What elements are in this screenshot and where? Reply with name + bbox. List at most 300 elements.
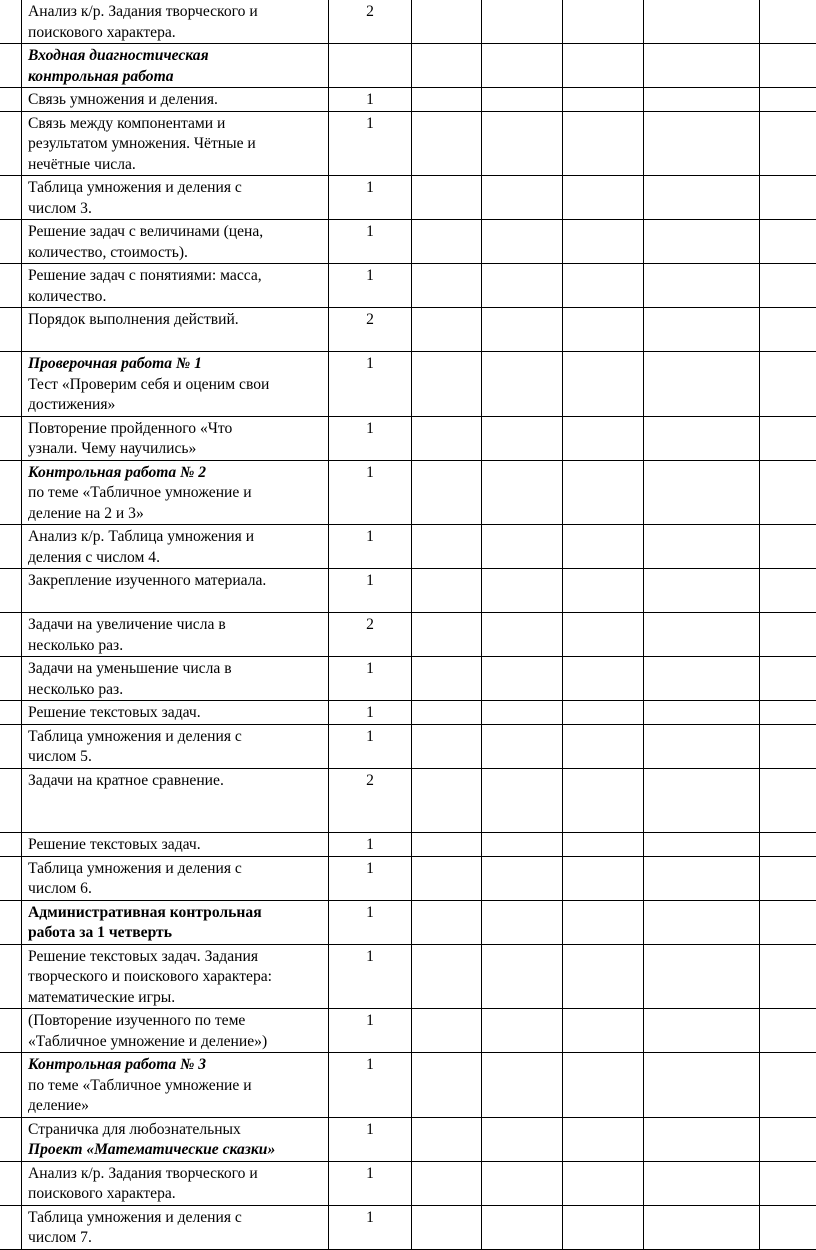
table-row: [0, 1205, 816, 1249]
table-row: [0, 88, 816, 112]
hours-cell: 1: [329, 1053, 412, 1118]
row-number-cell: [0, 724, 22, 768]
empty-cell: [482, 1161, 563, 1205]
lesson-topic-cell: [22, 525, 329, 569]
table-row: [0, 264, 816, 308]
empty-cell: [482, 768, 563, 833]
lesson-topic-line: результатом умножения. Чётные и: [28, 134, 328, 155]
table-row: [0, 701, 816, 725]
hours-cell: 1: [329, 657, 412, 701]
hours-cell: 1: [329, 569, 412, 613]
empty-cell: [644, 944, 760, 1009]
empty-cell: [644, 308, 760, 352]
empty-cell: [760, 460, 816, 525]
empty-cell: [482, 88, 563, 112]
hours-cell: 1: [329, 724, 412, 768]
lesson-topic-line: числом 6.: [28, 879, 328, 900]
row-number-cell: [0, 176, 22, 220]
empty-cell: [412, 220, 482, 264]
lesson-topic-line: Связь между компонентами и: [28, 114, 328, 135]
lesson-topic-line: [28, 791, 328, 812]
empty-cell: [563, 1009, 644, 1053]
row-number-cell: [0, 416, 22, 460]
empty-cell: [482, 1053, 563, 1118]
row-number-cell: [0, 1053, 22, 1118]
empty-cell: [482, 176, 563, 220]
lesson-topic-line: Закрепление изученного материала.: [28, 571, 328, 592]
empty-cell: [644, 1161, 760, 1205]
empty-cell: [644, 44, 760, 88]
lesson-topic-line: количество, стоимость).: [28, 243, 328, 264]
table-row: [0, 944, 816, 1009]
empty-cell: [760, 308, 816, 352]
empty-cell: [412, 657, 482, 701]
empty-cell: [760, 569, 816, 613]
empty-cell: [760, 264, 816, 308]
lesson-topic-cell: [22, 176, 329, 220]
empty-cell: [760, 44, 816, 88]
empty-cell: [644, 856, 760, 900]
empty-cell: [563, 856, 644, 900]
empty-cell: [644, 264, 760, 308]
lesson-topic-line: узнали. Чему научились»: [28, 439, 328, 460]
lesson-topic-line: (Повторение изученного по теме: [28, 1011, 328, 1032]
hours-cell: 1: [329, 220, 412, 264]
empty-cell: [482, 308, 563, 352]
lesson-topic-line: Тест «Проверим себя и оценим свои: [28, 375, 328, 396]
empty-cell: [760, 944, 816, 1009]
row-number-cell: [0, 0, 22, 44]
lesson-topic-line: деление»: [28, 1096, 328, 1117]
empty-cell: [760, 900, 816, 944]
row-number-cell: [0, 569, 22, 613]
row-number-cell: [0, 264, 22, 308]
empty-cell: [412, 569, 482, 613]
empty-cell: [412, 701, 482, 725]
hours-cell: 1: [329, 1161, 412, 1205]
hours-cell: 1: [329, 264, 412, 308]
empty-cell: [760, 724, 816, 768]
empty-cell: [644, 900, 760, 944]
empty-cell: [482, 657, 563, 701]
empty-cell: [412, 88, 482, 112]
hours-cell: 1: [329, 111, 412, 176]
lesson-topic-cell: [22, 569, 329, 613]
empty-cell: [644, 525, 760, 569]
empty-cell: [563, 1161, 644, 1205]
empty-cell: [644, 768, 760, 833]
empty-cell: [482, 44, 563, 88]
row-number-cell: [0, 44, 22, 88]
lesson-topic-cell: [22, 724, 329, 768]
empty-cell: [563, 900, 644, 944]
table-row: [0, 724, 816, 768]
table-row: [0, 1053, 816, 1118]
lesson-topic-line: [28, 812, 328, 833]
empty-cell: [482, 0, 563, 44]
lesson-topic-line: Решение текстовых задач.: [28, 703, 328, 724]
lesson-topic-cell: [22, 944, 329, 1009]
empty-cell: [760, 768, 816, 833]
lesson-topic-cell: [22, 1117, 329, 1161]
hours-cell: 1: [329, 701, 412, 725]
empty-cell: [412, 856, 482, 900]
lesson-topic-line: Административная контрольная: [28, 903, 328, 924]
lesson-topic-cell: [22, 856, 329, 900]
empty-cell: [760, 1053, 816, 1118]
lesson-topic-line: Задачи на уменьшение числа в: [28, 659, 328, 680]
empty-cell: [412, 0, 482, 44]
empty-cell: [482, 613, 563, 657]
row-number-cell: [0, 657, 22, 701]
lesson-topic-cell: [22, 44, 329, 88]
empty-cell: [644, 701, 760, 725]
row-number-cell: [0, 613, 22, 657]
table-row: [0, 176, 816, 220]
empty-cell: [644, 569, 760, 613]
empty-cell: [760, 657, 816, 701]
lesson-topic-line: Анализ к/р. Задания творческого и: [28, 1164, 328, 1185]
table-row: [0, 111, 816, 176]
hours-cell: 1: [329, 416, 412, 460]
empty-cell: [644, 1009, 760, 1053]
lesson-topic-line: творческого и поискового характера:: [28, 967, 328, 988]
empty-cell: [412, 1161, 482, 1205]
hours-cell: 1: [329, 460, 412, 525]
empty-cell: [563, 657, 644, 701]
lesson-topic-line: Решение задач с величинами (цена,: [28, 222, 328, 243]
empty-cell: [644, 111, 760, 176]
empty-cell: [563, 944, 644, 1009]
lesson-topic-line: Порядок выполнения действий.: [28, 310, 328, 331]
lesson-topic-line: Таблица умножения и деления с: [28, 178, 328, 199]
empty-cell: [644, 833, 760, 857]
empty-cell: [482, 900, 563, 944]
lesson-topic-line: Задачи на увеличение числа в: [28, 615, 328, 636]
empty-cell: [563, 613, 644, 657]
lesson-topic-line: несколько раз.: [28, 680, 328, 701]
table-row: [0, 525, 816, 569]
table-row: [0, 856, 816, 900]
row-number-cell: [0, 944, 22, 1009]
table-row: [0, 900, 816, 944]
lesson-topic-line: Решение задач с понятиями: масса,: [28, 266, 328, 287]
row-number-cell: [0, 900, 22, 944]
empty-cell: [482, 1009, 563, 1053]
empty-cell: [482, 856, 563, 900]
empty-cell: [644, 724, 760, 768]
empty-cell: [412, 44, 482, 88]
empty-cell: [563, 833, 644, 857]
row-number-cell: [0, 460, 22, 525]
lesson-topic-line: Входная диагностическая: [28, 46, 328, 67]
lesson-topic-line: Решение текстовых задач.: [28, 835, 328, 856]
lesson-topic-line: Контрольная работа № 2: [28, 463, 328, 484]
empty-cell: [644, 176, 760, 220]
lesson-topic-line: поискового характера.: [28, 23, 328, 44]
empty-cell: [412, 944, 482, 1009]
table-row: [0, 220, 816, 264]
empty-cell: [482, 724, 563, 768]
hours-cell: 1: [329, 1009, 412, 1053]
empty-cell: [563, 768, 644, 833]
empty-cell: [760, 525, 816, 569]
lesson-topic-line: Страничка для любознательных: [28, 1120, 328, 1141]
empty-cell: [760, 1117, 816, 1161]
empty-cell: [412, 352, 482, 417]
lesson-topic-cell: [22, 900, 329, 944]
table-row: [0, 1161, 816, 1205]
lesson-topic-line: числом 3.: [28, 199, 328, 220]
hours-cell: 1: [329, 176, 412, 220]
row-number-cell: [0, 768, 22, 833]
hours-cell: 2: [329, 613, 412, 657]
empty-cell: [482, 701, 563, 725]
empty-cell: [563, 1117, 644, 1161]
hours-cell: 1: [329, 856, 412, 900]
row-number-cell: [0, 833, 22, 857]
lesson-topic-line: контрольная работа: [28, 67, 328, 88]
lesson-topic-cell: [22, 352, 329, 417]
table-row: [0, 1009, 816, 1053]
lesson-topic-cell: [22, 220, 329, 264]
table-row: [0, 1117, 816, 1161]
empty-cell: [412, 833, 482, 857]
table-row: [0, 833, 816, 857]
table-row: [0, 44, 816, 88]
table-row: [0, 460, 816, 525]
empty-cell: [482, 352, 563, 417]
lesson-topic-line: поискового характера.: [28, 1184, 328, 1205]
empty-cell: [412, 613, 482, 657]
empty-cell: [760, 220, 816, 264]
empty-cell: [563, 0, 644, 44]
empty-cell: [412, 176, 482, 220]
empty-cell: [644, 416, 760, 460]
lesson-topic-line: математические игры.: [28, 988, 328, 1009]
empty-cell: [412, 1009, 482, 1053]
empty-cell: [412, 1205, 482, 1249]
table-row: [0, 657, 816, 701]
empty-cell: [563, 264, 644, 308]
hours-cell: 1: [329, 525, 412, 569]
lesson-topic-cell: [22, 657, 329, 701]
empty-cell: [412, 416, 482, 460]
table-row: [0, 0, 816, 44]
lesson-topic-cell: [22, 308, 329, 352]
lesson-topic-line: Таблица умножения и деления с: [28, 1208, 328, 1229]
lesson-topic-line: Повторение пройденного «Что: [28, 419, 328, 440]
lesson-topic-cell: [22, 1053, 329, 1118]
empty-cell: [482, 569, 563, 613]
row-number-cell: [0, 111, 22, 176]
lesson-topic-line: Проект «Математические сказки»: [28, 1140, 328, 1161]
empty-cell: [412, 1053, 482, 1118]
empty-cell: [412, 111, 482, 176]
empty-cell: [760, 416, 816, 460]
lesson-topic-line: работа за 1 четверть: [28, 923, 328, 944]
row-number-cell: [0, 701, 22, 725]
lesson-topic-cell: [22, 460, 329, 525]
lesson-topic-line: Связь умножения и деления.: [28, 90, 328, 111]
lesson-topic-line: Контрольная работа № 3: [28, 1055, 328, 1076]
row-number-cell: [0, 1009, 22, 1053]
empty-cell: [563, 1053, 644, 1118]
empty-cell: [563, 176, 644, 220]
empty-cell: [563, 88, 644, 112]
row-number-cell: [0, 352, 22, 417]
empty-cell: [644, 0, 760, 44]
empty-cell: [563, 308, 644, 352]
empty-cell: [760, 613, 816, 657]
lesson-topic-cell: [22, 88, 329, 112]
row-number-cell: [0, 525, 22, 569]
lesson-topic-line: количество.: [28, 287, 328, 308]
table-row: [0, 416, 816, 460]
hours-cell: 1: [329, 352, 412, 417]
empty-cell: [644, 657, 760, 701]
empty-cell: [563, 416, 644, 460]
hours-cell: 1: [329, 88, 412, 112]
hours-cell: 2: [329, 0, 412, 44]
lesson-topic-cell: [22, 0, 329, 44]
lesson-topic-line: деления с числом 4.: [28, 548, 328, 569]
lesson-topic-line: числом 5.: [28, 747, 328, 768]
empty-cell: [412, 900, 482, 944]
hours-cell: 1: [329, 900, 412, 944]
empty-cell: [760, 1161, 816, 1205]
empty-cell: [563, 44, 644, 88]
lesson-topic-line: деление на 2 и 3»: [28, 504, 328, 525]
empty-cell: [412, 1117, 482, 1161]
empty-cell: [563, 352, 644, 417]
empty-cell: [563, 1205, 644, 1249]
row-number-cell: [0, 88, 22, 112]
empty-cell: [482, 833, 563, 857]
empty-cell: [760, 856, 816, 900]
table-row: [0, 613, 816, 657]
lesson-topic-cell: [22, 1161, 329, 1205]
empty-cell: [644, 352, 760, 417]
lesson-topic-line: Таблица умножения и деления с: [28, 727, 328, 748]
empty-cell: [644, 88, 760, 112]
empty-cell: [760, 0, 816, 44]
empty-cell: [644, 1053, 760, 1118]
empty-cell: [760, 111, 816, 176]
lesson-topic-line: «Табличное умножение и деление»): [28, 1032, 328, 1053]
empty-cell: [760, 833, 816, 857]
empty-cell: [412, 460, 482, 525]
empty-cell: [563, 701, 644, 725]
empty-cell: [482, 525, 563, 569]
lesson-topic-cell: [22, 768, 329, 833]
lesson-topic-line: числом 7.: [28, 1228, 328, 1249]
lesson-topic-line: Решение текстовых задач. Задания: [28, 947, 328, 968]
lesson-topic-line: Таблица умножения и деления с: [28, 859, 328, 880]
lesson-topic-line: Проверочная работа № 1: [28, 354, 328, 375]
hours-cell: 1: [329, 944, 412, 1009]
empty-cell: [482, 944, 563, 1009]
lesson-topic-line: Задачи на кратное сравнение.: [28, 771, 328, 792]
empty-cell: [482, 220, 563, 264]
empty-cell: [563, 724, 644, 768]
empty-cell: [412, 308, 482, 352]
hours-cell: 2: [329, 308, 412, 352]
lesson-topic-line: достижения»: [28, 395, 328, 416]
lesson-topic-cell: [22, 833, 329, 857]
lesson-topic-cell: [22, 416, 329, 460]
empty-cell: [563, 111, 644, 176]
empty-cell: [412, 264, 482, 308]
row-number-cell: [0, 856, 22, 900]
hours-cell: 1: [329, 1205, 412, 1249]
empty-cell: [644, 220, 760, 264]
row-number-cell: [0, 1205, 22, 1249]
lesson-topic-cell: [22, 701, 329, 725]
empty-cell: [482, 264, 563, 308]
empty-cell: [482, 111, 563, 176]
lesson-topic-cell: [22, 613, 329, 657]
empty-cell: [760, 176, 816, 220]
empty-cell: [412, 525, 482, 569]
empty-cell: [482, 1117, 563, 1161]
hours-cell: 1: [329, 833, 412, 857]
empty-cell: [760, 1009, 816, 1053]
row-number-cell: [0, 1117, 22, 1161]
empty-cell: [760, 1205, 816, 1249]
empty-cell: [412, 724, 482, 768]
lesson-topic-line: Анализ к/р. Таблица умножения и: [28, 527, 328, 548]
empty-cell: [563, 460, 644, 525]
lesson-topic-cell: [22, 111, 329, 176]
row-number-cell: [0, 220, 22, 264]
hours-cell: [329, 44, 412, 88]
empty-cell: [563, 220, 644, 264]
hours-cell: 2: [329, 768, 412, 833]
empty-cell: [482, 1205, 563, 1249]
table-row: [0, 569, 816, 613]
empty-cell: [760, 88, 816, 112]
empty-cell: [563, 525, 644, 569]
empty-cell: [644, 1117, 760, 1161]
empty-cell: [644, 1205, 760, 1249]
empty-cell: [760, 701, 816, 725]
empty-cell: [482, 416, 563, 460]
empty-cell: [412, 768, 482, 833]
row-number-cell: [0, 308, 22, 352]
lesson-topic-cell: [22, 1205, 329, 1249]
lesson-topic-line: по теме «Табличное умножение и: [28, 1076, 328, 1097]
empty-cell: [482, 460, 563, 525]
table-row: [0, 768, 816, 833]
lesson-topic-line: [28, 592, 328, 613]
lesson-topic-line: нечётные числа.: [28, 155, 328, 176]
table-row: [0, 308, 816, 352]
lesson-topic-line: [28, 331, 328, 352]
lesson-topic-line: по теме «Табличное умножение и: [28, 483, 328, 504]
empty-cell: [563, 569, 644, 613]
empty-cell: [760, 352, 816, 417]
empty-cell: [644, 460, 760, 525]
row-number-cell: [0, 1161, 22, 1205]
lesson-topic-line: Анализ к/р. Задания творческого и: [28, 2, 328, 23]
lesson-topic-cell: [22, 264, 329, 308]
lesson-topic-line: несколько раз.: [28, 636, 328, 657]
empty-cell: [644, 613, 760, 657]
table-row: [0, 352, 816, 417]
lesson-topic-cell: [22, 1009, 329, 1053]
hours-cell: 1: [329, 1117, 412, 1161]
